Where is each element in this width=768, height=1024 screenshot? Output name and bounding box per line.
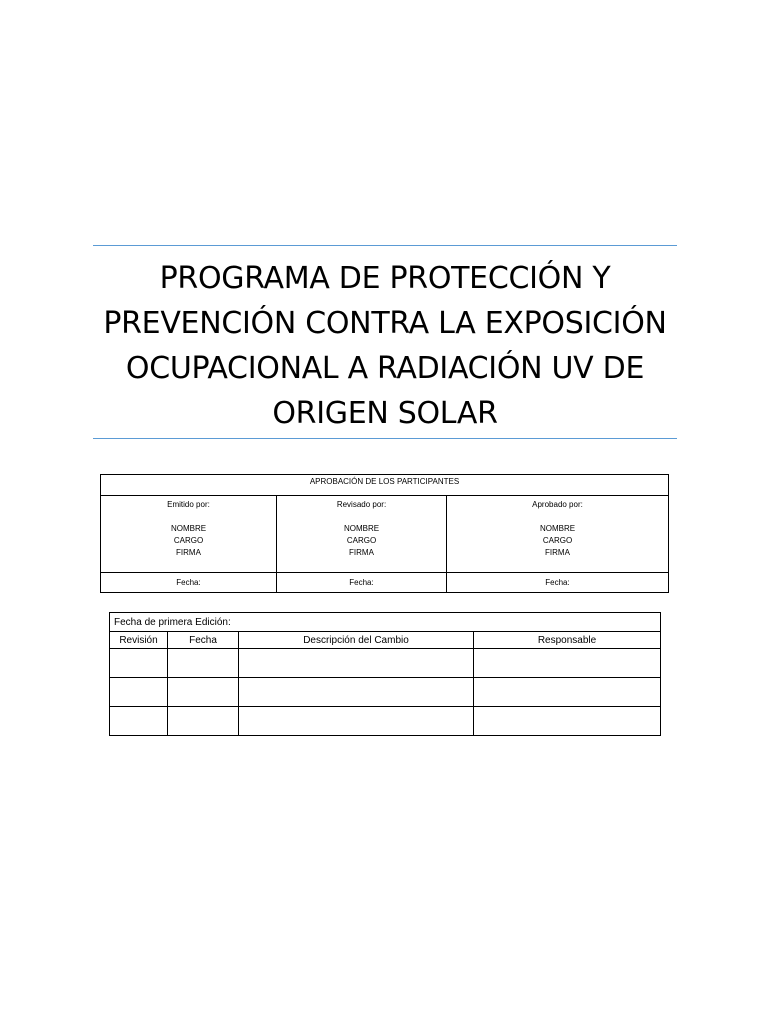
table-row	[110, 678, 661, 707]
emitido-firma: FIRMA	[176, 548, 201, 557]
table-row	[110, 649, 661, 678]
responsable-cell	[474, 707, 661, 736]
aprobado-nombre: NOMBRE	[539, 524, 576, 533]
first-edition-label: Fecha de primera Edición:	[110, 613, 661, 632]
revisado-firma: FIRMA	[349, 548, 374, 557]
title-line-3: OCUPACIONAL A RADIACIÓN UV DE	[125, 351, 645, 386]
fecha-cell	[168, 678, 239, 707]
revisado-fecha: Fecha:	[277, 573, 447, 593]
title-line-1: PROGRAMA DE PROTECCIÓN Y	[159, 261, 611, 296]
title-line-2: PREVENCIÓN CONTRA LA EXPOSICIÓN	[103, 306, 667, 341]
aprobado-cell	[447, 496, 669, 573]
descripcion-cell	[239, 678, 474, 707]
responsable-cell	[474, 678, 661, 707]
fecha-cell	[168, 707, 239, 736]
fecha-column-header: Fecha	[168, 632, 239, 649]
approval-header: APROBACIÓN DE LOS PARTICIPANTES	[101, 475, 669, 496]
emitido-fecha: Fecha:	[101, 573, 277, 593]
revision-cell	[110, 707, 168, 736]
descripcion-column-header: Descripción del Cambio	[239, 632, 474, 649]
descripcion-cell	[239, 649, 474, 678]
revisado-cell	[277, 496, 447, 573]
aprobado-fecha: Fecha:	[447, 573, 669, 593]
aprobado-label: Aprobado por:	[532, 500, 583, 509]
emitido-label: Emitido por:	[167, 500, 210, 509]
emitido-cell	[101, 496, 277, 573]
title-bottom-rule	[93, 438, 677, 439]
aprobado-cargo: CARGO	[542, 536, 573, 545]
revisado-nombre: NOMBRE	[343, 524, 380, 533]
approval-table	[100, 474, 669, 593]
title-line-4: ORIGEN SOLAR	[272, 396, 498, 431]
responsable-cell	[474, 649, 661, 678]
revision-table	[109, 612, 661, 736]
table-row	[110, 707, 661, 736]
title-top-rule	[93, 245, 677, 246]
emitido-cargo: CARGO	[173, 536, 204, 545]
responsable-column-header: Responsable	[474, 632, 661, 649]
revision-cell	[110, 678, 168, 707]
revision-cell	[110, 649, 168, 678]
document-title	[93, 256, 677, 436]
revisado-label: Revisado por:	[336, 500, 387, 509]
revisado-cargo: CARGO	[346, 536, 377, 545]
aprobado-firma: FIRMA	[545, 548, 570, 557]
descripcion-cell	[239, 707, 474, 736]
fecha-cell	[168, 649, 239, 678]
revision-column-header: Revisión	[110, 632, 168, 649]
emitido-nombre: NOMBRE	[170, 524, 207, 533]
